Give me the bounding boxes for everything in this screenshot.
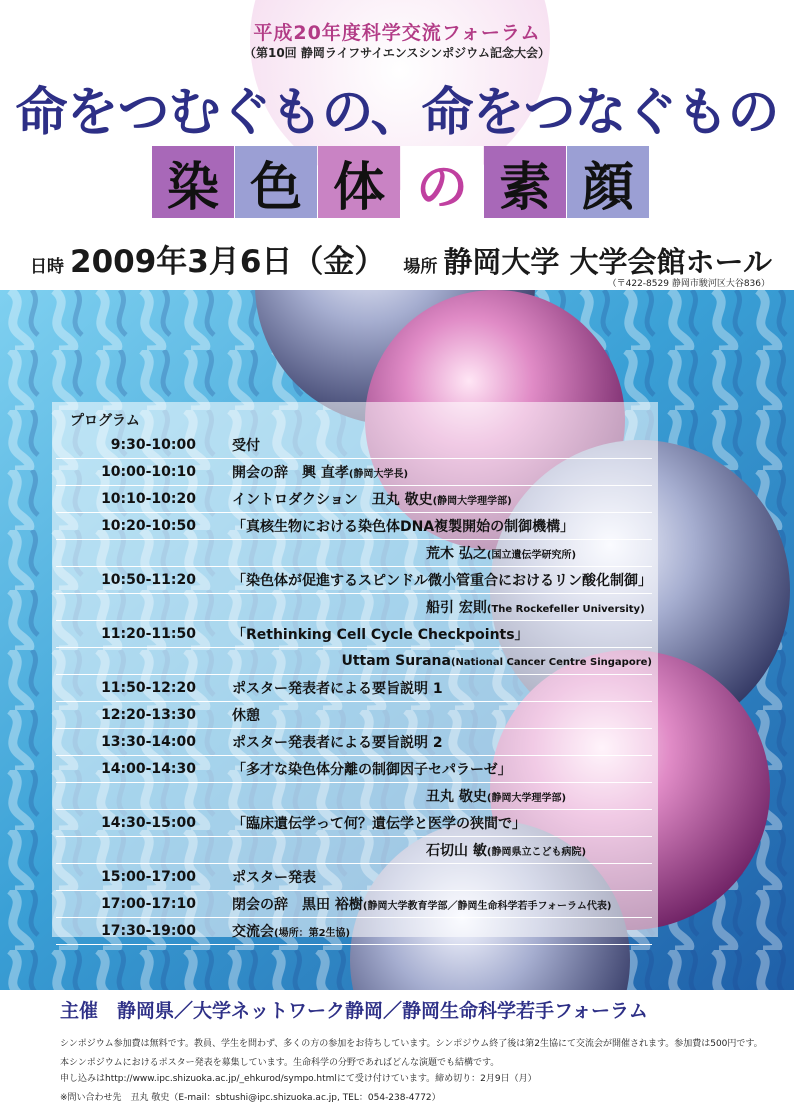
row-desc: ポスター発表者による要旨説明 1 xyxy=(232,681,443,697)
row-time: 17:00-17:10 xyxy=(101,896,196,912)
row-time: 10:00-10:10 xyxy=(101,464,196,480)
program-row xyxy=(56,783,652,810)
row-desc: イントロダクション 丑丸 敬史(静岡大学理学部) xyxy=(232,492,512,508)
program-row xyxy=(56,891,652,918)
row-desc: 船引 宏則(The Rockefeller University) xyxy=(426,600,645,616)
sponsors: 主催 静岡県／大学ネットワーク静岡／静岡生命科学若手フォーラム xyxy=(60,1000,648,1022)
chromosome-title xyxy=(152,146,650,218)
note-participation: シンポジウム参加費は無料です。教員、学生を問わず、多くの方の参加をお待ちしています。シンポジウム終了後は第2生協にて交流会が開催されます。参加費は500円です。 xyxy=(60,1039,763,1049)
row-desc: ポスター発表 xyxy=(232,870,316,886)
title-char: 顔 xyxy=(567,146,649,218)
row-time: 12:20-13:30 xyxy=(101,707,196,723)
title-char: 体 xyxy=(318,146,400,218)
program-row xyxy=(56,594,652,621)
row-desc: Uttam Surana(National Cancer Centre Singapore) xyxy=(341,653,652,669)
program-row xyxy=(56,702,652,729)
program-row xyxy=(56,729,652,756)
row-time: 14:00-14:30 xyxy=(101,761,196,777)
note-contact: ※問い合わせ先 丑丸 敬史（E-mail：sbtushi@ipc.shizuoka.ac.jp, TEL：054-238-4772） xyxy=(60,1093,441,1103)
title-char: の xyxy=(401,146,483,218)
row-desc: 「真核生物における染色体DNA複製開始の制御機構」 xyxy=(232,519,575,535)
row-desc: 受付 xyxy=(232,438,260,454)
row-time: 15:00-17:00 xyxy=(101,869,196,885)
row-desc: 「臨床遺伝学って何？遺伝学と医学の狭間で」 xyxy=(232,816,526,832)
footer-notes xyxy=(60,1036,763,1106)
program-row xyxy=(56,864,652,891)
program-row xyxy=(56,918,652,945)
program-title: プログラム xyxy=(70,413,140,429)
row-time: 13:30-14:00 xyxy=(101,734,196,750)
venue-label: 場所 xyxy=(403,257,438,277)
row-time: 17:30-19:00 xyxy=(101,923,196,939)
program-row xyxy=(56,513,652,540)
row-desc: 閉会の辞 黒田 裕樹(静岡大学教育学部／静岡生命科学若手フォーラム代表) xyxy=(232,897,612,913)
title-char: 染 xyxy=(152,146,234,218)
row-desc: 休憩 xyxy=(232,708,260,724)
program-row xyxy=(56,837,652,864)
row-time: 10:10-10:20 xyxy=(101,491,196,507)
program-row xyxy=(56,810,652,837)
event-info xyxy=(30,236,770,281)
program-table xyxy=(56,432,652,945)
event-date: 2009年3月6日（金） xyxy=(70,244,386,280)
main-title: 命をつむぐもの、命をつなぐもの xyxy=(15,82,779,143)
row-time: 11:20-11:50 xyxy=(101,626,196,642)
row-desc: 「染色体が促進するスピンドル微小管重合におけるリン酸化制御」 xyxy=(232,573,652,589)
row-desc: 石切山 敏(静岡県立こども病院) xyxy=(426,843,587,859)
forum-subtitle: （第10回 静岡ライフサイエンスシンポジウム記念大会） xyxy=(243,46,551,60)
program-row xyxy=(56,486,652,513)
note-poster: 本シンポジウムにおけるポスター発表を募集しています。生命科学の分野であればどんな演題でも結構です。 xyxy=(60,1058,500,1068)
program-row xyxy=(56,648,652,675)
postal-address: （〒422-8529 静岡市駿河区大谷836） xyxy=(607,279,770,289)
row-desc: 開会の辞 興 直孝(静岡大学長) xyxy=(232,465,409,481)
program-row xyxy=(56,567,652,594)
program-row xyxy=(56,621,652,648)
program-row xyxy=(56,540,652,567)
row-time: 11:50-12:20 xyxy=(101,680,196,696)
row-desc: 荒木 弘之(国立遺伝学研究所) xyxy=(426,546,577,562)
title-char: 素 xyxy=(484,146,566,218)
date-label: 日時 xyxy=(30,257,64,277)
row-time: 9:30-10:00 xyxy=(110,437,196,453)
program-row xyxy=(56,459,652,486)
row-time: 14:30-15:00 xyxy=(101,815,196,831)
program-row xyxy=(56,756,652,783)
row-desc: 丑丸 敬史(静岡大学理学部) xyxy=(426,789,567,805)
row-desc: 「Rethinking Cell Cycle Checkpoints」 xyxy=(232,627,529,643)
program-row xyxy=(56,432,652,459)
row-time: 10:50-11:20 xyxy=(101,572,196,588)
note-application: 申し込みはhttp://www.ipc.shizuoka.ac.jp/_ehkurod/sympo.htmlにて受け付けています。締め切り：2月9日（月） xyxy=(60,1074,537,1084)
event-venue: 静岡大学 大学会館ホール xyxy=(443,245,772,279)
title-char: 色 xyxy=(235,146,317,218)
row-desc: 「多才な染色体分離の制御因子セパラーゼ」 xyxy=(232,762,512,778)
row-desc: 交流会(場所：第2生協) xyxy=(232,924,351,940)
program-row xyxy=(56,675,652,702)
forum-title: 平成20年度科学交流フォーラム xyxy=(253,22,541,44)
row-desc: ポスター発表者による要旨説明 2 xyxy=(232,735,443,751)
row-time: 10:20-10:50 xyxy=(101,518,196,534)
